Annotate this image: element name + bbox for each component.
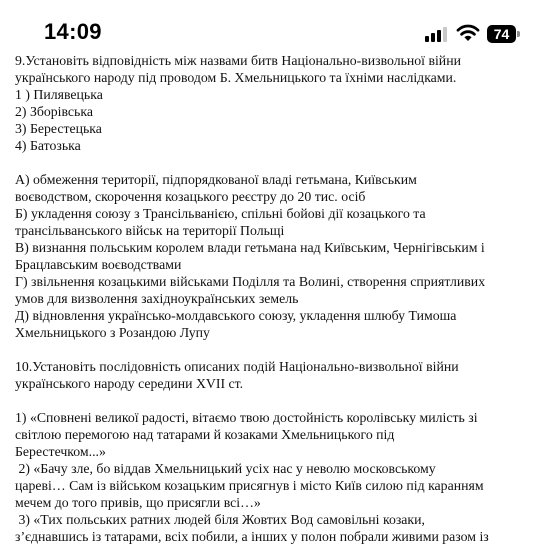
q10-item-line: цареві… Сам із військом козацьким присягнув і місто Київ силою під каранням bbox=[15, 478, 484, 493]
q10-heading-line: українського народу середини XVII ст. bbox=[15, 376, 244, 391]
q10-item-line: 2) «Бачу зле, бо віддав Хмельницький усіх нас у неволю московському bbox=[15, 461, 436, 476]
option-line: Хмельницького з Розандою Лупу bbox=[15, 325, 210, 340]
q10-item-line: 1) «Сповнені великої радості, вітаємо твою достойність королівську милість зі bbox=[15, 410, 478, 425]
q10-heading-line: 10.Установіть послідовність описаних подій Національно-визвольної війни bbox=[15, 359, 459, 374]
q9-heading-line: 9.Установіть відповідність між назвами битв Національно-визвольної війни bbox=[15, 53, 461, 68]
option-line: Г) звільнення козацькими військами Поділля та Волині, створення сприятливих bbox=[15, 274, 486, 289]
battery-icon bbox=[487, 25, 521, 43]
wifi-icon bbox=[456, 23, 480, 42]
option-line: Б) укладення союзу з Трансільванією, спільні бойові дії козацького та bbox=[15, 206, 426, 221]
option-line: умов для визволення західноукраїнських земель bbox=[15, 291, 299, 306]
option-line: Брацлавським воєводствами bbox=[15, 257, 182, 272]
battle-item: 1 ) Пилявецька bbox=[15, 87, 103, 102]
option-line: Д) відновлення українсько-молдавського союзу, укладення шлюбу Тимоша bbox=[15, 308, 457, 323]
document-text bbox=[15, 52, 537, 545]
battle-item: 3) Берестецька bbox=[15, 121, 102, 136]
battle-item: 4) Батозька bbox=[15, 138, 81, 153]
q10-item-line: з’єднавшись із татарами, всіх побили, а інших у полон побрали живими разом із bbox=[15, 529, 489, 544]
q10-item-line: Берестечком...» bbox=[15, 444, 106, 459]
option-line: В) визнання польським королем влади гетьмана над Київським, Чернігівським і bbox=[15, 240, 485, 255]
q10-item-line: мечем до того привів, що присягли всі…» bbox=[15, 495, 261, 510]
q10-item-line: світлою перемогою над татарами й козаками Хмельницького під bbox=[15, 427, 395, 442]
clock-time: 14:09 bbox=[44, 19, 102, 44]
q10-item-line: 3) «Тих польських ратних людей біля Жовтих Вод самовільні козаки, bbox=[15, 512, 425, 527]
status-bar bbox=[0, 0, 541, 50]
q9-heading-line: українського народу під проводом Б. Хмельницького та їхніми наслідками. bbox=[15, 70, 457, 85]
option-line: А) обмеження території, підпорядкованої владі гетьмана, Київським bbox=[15, 172, 417, 187]
battery-level: 74 bbox=[493, 26, 510, 42]
option-line: трансільванського військ на території Польщі bbox=[15, 223, 285, 238]
signal-icon bbox=[425, 26, 451, 42]
battle-item: 2) Зборівська bbox=[15, 104, 93, 119]
option-line: воєводством, скорочення козацького реєстру до 20 тис. осіб bbox=[15, 189, 366, 204]
